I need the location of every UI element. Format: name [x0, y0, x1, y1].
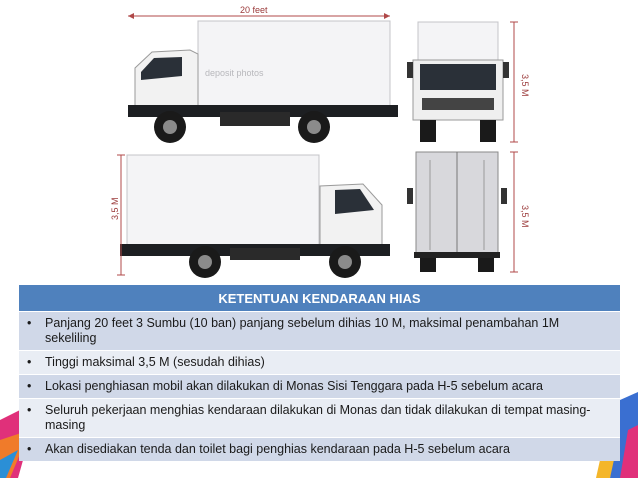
- bullet: •: [27, 442, 32, 456]
- height-label-top: 3,5 M: [520, 74, 530, 97]
- row-text: Tinggi maksimal 3,5 M (sesudah dihias): [45, 355, 265, 369]
- row-text: Panjang 20 feet 3 Sumbu (10 ban) panjang sebelum dihias 10 M, maksimal penambahan 1M sekeliling: [45, 316, 560, 345]
- truck-side-right-cab: [120, 155, 390, 278]
- row-text: Lokasi penghiasan mobil akan dilakukan di Monas Sisi Tenggara pada H-5 sebelum acara: [45, 379, 543, 393]
- height-dimension-top: [510, 22, 518, 142]
- bullet: •: [27, 316, 32, 330]
- height-dimension-bottom: [510, 152, 518, 272]
- bullet: •: [27, 355, 32, 369]
- table-row: [19, 374, 620, 398]
- height-label-bottom: 3,5 M: [520, 205, 530, 228]
- bullet: •: [27, 403, 32, 417]
- row-text: Akan disediakan tenda dan toilet bagi penghias kendaraan pada H-5 sebelum acara: [45, 442, 510, 456]
- regulations-table: [19, 285, 620, 461]
- length-label: 20 feet: [240, 5, 268, 15]
- truck-rear-view: [407, 152, 507, 272]
- watermark: deposit photos: [205, 68, 264, 78]
- row-text: Seluruh pekerjaan menghias kendaraan dilakukan di Monas dan tidak dilakukan di tempat masing-masing: [45, 403, 591, 432]
- height-label-left: 3,5 M: [110, 197, 120, 220]
- bullet: •: [27, 379, 32, 393]
- table-row: [19, 398, 620, 437]
- table-row: [19, 437, 620, 461]
- table-row: [19, 350, 620, 374]
- table-header: KETENTUAN KENDARAAN HIAS: [19, 285, 620, 311]
- truck-side-left-cab: [128, 21, 398, 143]
- truck-front-view: [407, 22, 509, 142]
- table-row: [19, 311, 620, 350]
